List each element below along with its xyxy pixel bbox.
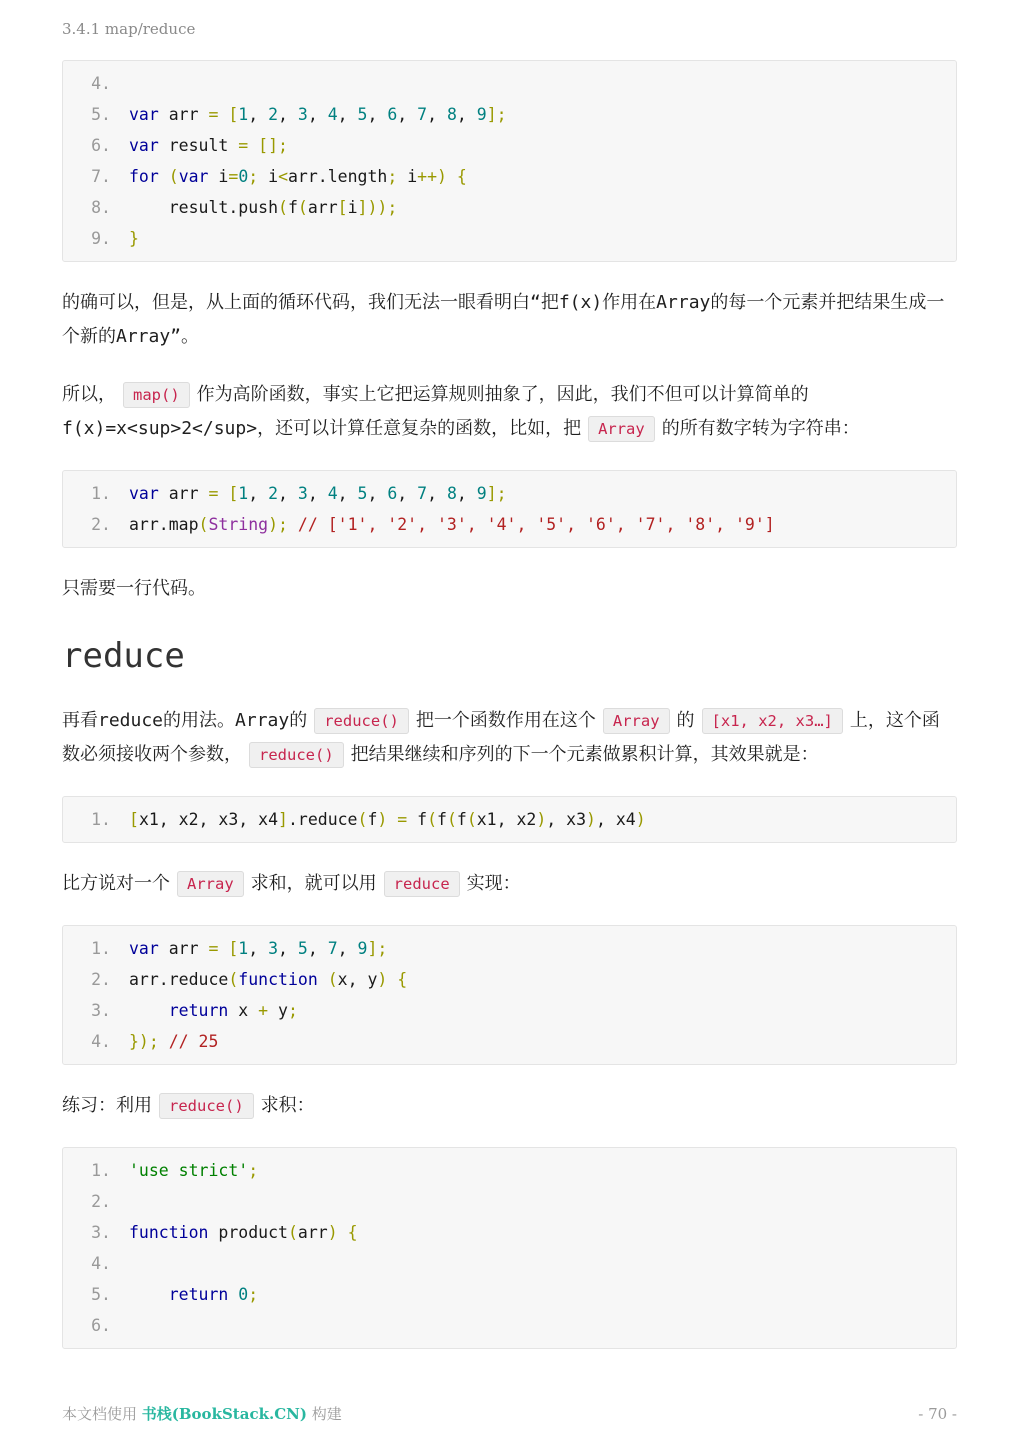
- code-token: ): [377, 810, 388, 829]
- paragraph: [62, 1089, 957, 1123]
- code-token: 9: [476, 484, 487, 503]
- text-run: 作为高阶函数，事实上它把运算规则抽象了，因此，我们不但可以计算简单的f(x)=x<sup>2</sup>，还可以计算任意复杂的函数，比如，把: [62, 384, 809, 439]
- code-token: var: [178, 167, 209, 186]
- code-token: 9: [476, 105, 487, 124]
- code-token: f: [367, 810, 378, 829]
- line-number: 2.: [91, 515, 111, 534]
- bookstack-link[interactable]: 书栈(BookStack.CN): [141, 1405, 307, 1423]
- code-token: [338, 1223, 348, 1242]
- code-token: result: [158, 136, 239, 155]
- code-token: arr: [158, 484, 209, 503]
- code-token: [318, 970, 328, 989]
- text-run: 实现：: [466, 873, 521, 894]
- inline-code-badge: Array: [177, 871, 244, 897]
- code-token: ,: [278, 105, 298, 124]
- code-line: [79, 1248, 940, 1279]
- code-token: ,: [278, 484, 298, 503]
- code-token: 1: [238, 105, 249, 124]
- text-run: 练习：利用: [62, 1095, 152, 1116]
- code-token: 8: [446, 484, 457, 503]
- code-token: ): [437, 167, 447, 186]
- code-token: 3: [297, 105, 308, 124]
- code-token: arr.length: [288, 167, 388, 186]
- code-token: (: [357, 810, 368, 829]
- code-block: [62, 470, 957, 548]
- code-token: 5: [297, 939, 308, 958]
- inline-code-badge: Array: [603, 708, 670, 734]
- code-token: {: [456, 167, 467, 186]
- code-token: ): [586, 810, 596, 829]
- code-token: [129, 1285, 169, 1304]
- code-token: 9: [357, 939, 368, 958]
- line-number: 9.: [91, 229, 111, 248]
- code-line: [79, 1310, 940, 1341]
- code-token: (: [297, 198, 308, 217]
- code-token: (: [287, 1223, 298, 1242]
- code-line: [79, 509, 940, 540]
- paragraph: [62, 572, 957, 606]
- code-token: 6: [387, 105, 398, 124]
- line-number: 5.: [91, 1285, 111, 1304]
- code-line: [79, 223, 940, 254]
- code-token: i: [397, 167, 418, 186]
- code-token: ,: [427, 484, 447, 503]
- code-token: , x4: [595, 810, 636, 829]
- line-number: 4.: [91, 74, 111, 93]
- code-token: [218, 105, 228, 124]
- code-token: x1, x2, x3, x4: [138, 810, 279, 829]
- code-token: for: [129, 167, 159, 186]
- code-line: [79, 1217, 940, 1248]
- code-token: y: [268, 1001, 288, 1020]
- code-line: [79, 130, 940, 161]
- section-heading-reduce: reduce: [62, 636, 185, 676]
- code-token: i: [258, 167, 279, 186]
- line-number: 4.: [91, 1254, 111, 1273]
- code-token: ,: [248, 105, 269, 124]
- code-token: ,: [337, 939, 358, 958]
- code-token: [447, 167, 457, 186]
- code-token: f: [437, 810, 447, 829]
- code-token: , x3: [546, 810, 587, 829]
- footer-suffix: 构建: [306, 1405, 342, 1423]
- inline-code-badge: [x1, x2, x3…]: [702, 708, 843, 734]
- code-token: 2: [268, 484, 279, 503]
- code-token: var: [129, 939, 159, 958]
- code-token: =: [238, 136, 249, 155]
- code-token: <: [278, 167, 288, 186]
- code-token: // ['1', '2', '3', '4', '5', '6', '7', '8', '9']: [297, 515, 775, 534]
- line-number: 5.: [91, 105, 111, 124]
- code-token: =: [208, 484, 219, 503]
- paragraph: [62, 286, 957, 354]
- page-header-title: 3.4.1 map/reduce: [62, 20, 196, 38]
- code-token: =: [228, 167, 239, 186]
- line-number: 6.: [91, 136, 111, 155]
- code-token: [: [228, 484, 239, 503]
- code-token: 4: [327, 105, 338, 124]
- code-token: 7: [417, 484, 428, 503]
- text-run: 的: [676, 710, 695, 731]
- code-token: [218, 484, 228, 503]
- line-number: 4.: [91, 1032, 111, 1051]
- code-token: ;: [248, 1285, 259, 1304]
- code-token: ,: [337, 105, 358, 124]
- code-token: ,: [278, 939, 298, 958]
- code-block: [62, 925, 957, 1065]
- code-token: 5: [357, 484, 368, 503]
- code-block: [62, 1147, 957, 1349]
- code-token: return: [168, 1001, 229, 1020]
- code-line: [79, 804, 940, 835]
- code-token: [: [129, 810, 139, 829]
- code-token: [: [228, 105, 239, 124]
- code-token: [159, 1032, 169, 1051]
- code-token: ;: [248, 167, 259, 186]
- code-token: 7: [327, 939, 338, 958]
- code-token: x: [228, 1001, 259, 1020]
- code-line: [79, 68, 940, 99]
- text-run: 再看reduce的用法。Array的: [62, 710, 308, 731]
- document-body: [62, 60, 957, 1349]
- code-token: ): [536, 810, 547, 829]
- code-token: (: [228, 970, 239, 989]
- code-token: [: [228, 939, 239, 958]
- code-token: [: [337, 198, 348, 217]
- text-run: 所以，: [62, 384, 116, 405]
- code-token: String: [208, 515, 269, 534]
- code-token: =: [208, 939, 219, 958]
- text-run: 比方说对一个: [62, 873, 170, 894]
- code-token: arr: [297, 1223, 328, 1242]
- code-token: f: [407, 810, 428, 829]
- footer-page-number: - 70 -: [918, 1405, 957, 1423]
- code-token: ];: [486, 105, 507, 124]
- code-token: [228, 1285, 238, 1304]
- code-token: 8: [446, 105, 457, 124]
- paragraph: [62, 867, 957, 901]
- code-token: ,: [456, 105, 477, 124]
- code-block: [62, 796, 957, 843]
- line-number: 1.: [91, 939, 111, 958]
- line-number: 6.: [91, 1316, 111, 1335]
- code-token: arr.map: [129, 515, 199, 534]
- code-block: [62, 60, 957, 262]
- code-token: function: [238, 970, 318, 989]
- line-number: 2.: [91, 970, 111, 989]
- code-token: {: [347, 1223, 358, 1242]
- code-token: ;: [248, 1161, 259, 1180]
- code-token: ,: [307, 484, 328, 503]
- code-line: [79, 1155, 940, 1186]
- code-token: {: [397, 970, 408, 989]
- code-token: ,: [427, 105, 447, 124]
- code-line: [79, 99, 940, 130]
- text-run: 把结果继续和序列的下一个元素做累积计算，其效果就是：: [350, 744, 819, 765]
- code-token: [288, 515, 298, 534]
- line-number: 1.: [91, 1161, 111, 1180]
- code-token: // 25: [168, 1032, 219, 1051]
- code-token: });: [129, 1032, 159, 1051]
- paragraph: [62, 378, 957, 446]
- code-token: =: [397, 810, 408, 829]
- code-token: ,: [367, 484, 388, 503]
- line-number: 2.: [91, 1192, 111, 1211]
- code-token: ;: [387, 167, 398, 186]
- code-token: [129, 1001, 169, 1020]
- code-token: result.push: [129, 198, 279, 217]
- code-token: }: [129, 229, 139, 248]
- code-token: i: [208, 167, 229, 186]
- code-token: function: [129, 1223, 209, 1242]
- code-token: 5: [357, 105, 368, 124]
- code-token: 0: [238, 1285, 249, 1304]
- code-token: x, y: [337, 970, 378, 989]
- code-token: .reduce: [287, 810, 358, 829]
- code-token: x1, x2: [476, 810, 537, 829]
- code-token: ,: [397, 105, 418, 124]
- code-token: (: [327, 970, 338, 989]
- code-token: return: [168, 1285, 229, 1304]
- text-run: 求积：: [260, 1095, 315, 1116]
- code-token: (: [446, 810, 457, 829]
- text-run: 的确可以，但是，从上面的循环代码，我们无法一眼看明白“把f(x)作用在Array的每一个元素并把结果生成一个新的Array”。: [62, 292, 945, 347]
- code-token: (: [278, 198, 288, 217]
- code-token: 7: [417, 105, 428, 124]
- code-token: (: [198, 515, 209, 534]
- text-run: 求和，就可以用: [250, 873, 377, 894]
- code-token: [159, 167, 169, 186]
- code-token: ): [635, 810, 646, 829]
- code-line: [79, 933, 940, 964]
- code-token: var: [129, 484, 159, 503]
- code-token: 6: [387, 484, 398, 503]
- code-token: (: [168, 167, 179, 186]
- code-line: [79, 161, 940, 192]
- code-token: ]: [278, 810, 288, 829]
- code-token: i: [347, 198, 358, 217]
- inline-code-badge: map(): [123, 382, 190, 408]
- text-run: 只需要一行代码。: [62, 578, 206, 599]
- code-token: 3: [268, 939, 279, 958]
- code-token: arr.reduce: [129, 970, 229, 989]
- code-token: (: [427, 810, 437, 829]
- inline-code-badge: reduce(): [249, 742, 344, 768]
- code-token: ): [327, 1223, 338, 1242]
- code-token: 0: [238, 167, 249, 186]
- code-token: 'use strict': [129, 1161, 249, 1180]
- code-token: ,: [456, 484, 477, 503]
- code-token: [218, 939, 228, 958]
- code-token: ,: [307, 939, 328, 958]
- line-number: 3.: [91, 1001, 111, 1020]
- footer-build-note: [62, 1403, 342, 1424]
- code-token: ,: [337, 484, 358, 503]
- line-number: 7.: [91, 167, 111, 186]
- text-run: 的所有数字转为字符串：: [661, 418, 860, 439]
- code-token: ;: [287, 1001, 298, 1020]
- code-token: arr: [158, 105, 209, 124]
- code-token: f: [287, 198, 298, 217]
- code-token: var: [129, 105, 159, 124]
- code-token: ,: [307, 105, 328, 124]
- code-token: 2: [268, 105, 279, 124]
- code-token: f: [456, 810, 467, 829]
- code-token: 4: [327, 484, 338, 503]
- code-line: [79, 1279, 940, 1310]
- line-number: 1.: [91, 484, 111, 503]
- code-token: ]));: [357, 198, 398, 217]
- code-token: ,: [248, 484, 269, 503]
- inline-code-badge: reduce(): [159, 1093, 254, 1119]
- code-token: 1: [238, 484, 249, 503]
- code-token: ];: [367, 939, 388, 958]
- line-number: 8.: [91, 198, 111, 217]
- paragraph: [62, 704, 957, 772]
- code-token: ,: [397, 484, 418, 503]
- code-line: [79, 478, 940, 509]
- code-token: (: [466, 810, 477, 829]
- code-token: [387, 810, 397, 829]
- code-token: var: [129, 136, 159, 155]
- code-token: [];: [258, 136, 288, 155]
- code-token: [248, 136, 258, 155]
- code-line: [79, 192, 940, 223]
- code-line: [79, 1026, 940, 1057]
- code-line: [79, 964, 940, 995]
- footer-prefix: 本文档使用: [62, 1405, 142, 1423]
- page-footer: [62, 1403, 957, 1424]
- code-token: ];: [486, 484, 507, 503]
- line-number: 3.: [91, 1223, 111, 1242]
- code-token: arr: [158, 939, 209, 958]
- inline-code-badge: reduce: [384, 871, 460, 897]
- code-token: [387, 970, 397, 989]
- code-line: [79, 995, 940, 1026]
- text-run: 上，这个函数必须接收两个参数，: [62, 710, 940, 765]
- code-token: +: [258, 1001, 269, 1020]
- text-run: 把一个函数作用在这个: [415, 710, 596, 731]
- code-token: ,: [248, 939, 269, 958]
- code-token: product: [208, 1223, 288, 1242]
- code-token: 1: [238, 939, 249, 958]
- code-token: ,: [367, 105, 388, 124]
- code-token: =: [208, 105, 219, 124]
- code-line: [79, 1186, 940, 1217]
- code-token: ++: [417, 167, 438, 186]
- code-token: 3: [297, 484, 308, 503]
- code-token: );: [268, 515, 288, 534]
- inline-code-badge: reduce(): [314, 708, 409, 734]
- code-token: ): [377, 970, 388, 989]
- code-token: arr: [307, 198, 338, 217]
- line-number: 1.: [91, 810, 111, 829]
- inline-code-badge: Array: [588, 416, 655, 442]
